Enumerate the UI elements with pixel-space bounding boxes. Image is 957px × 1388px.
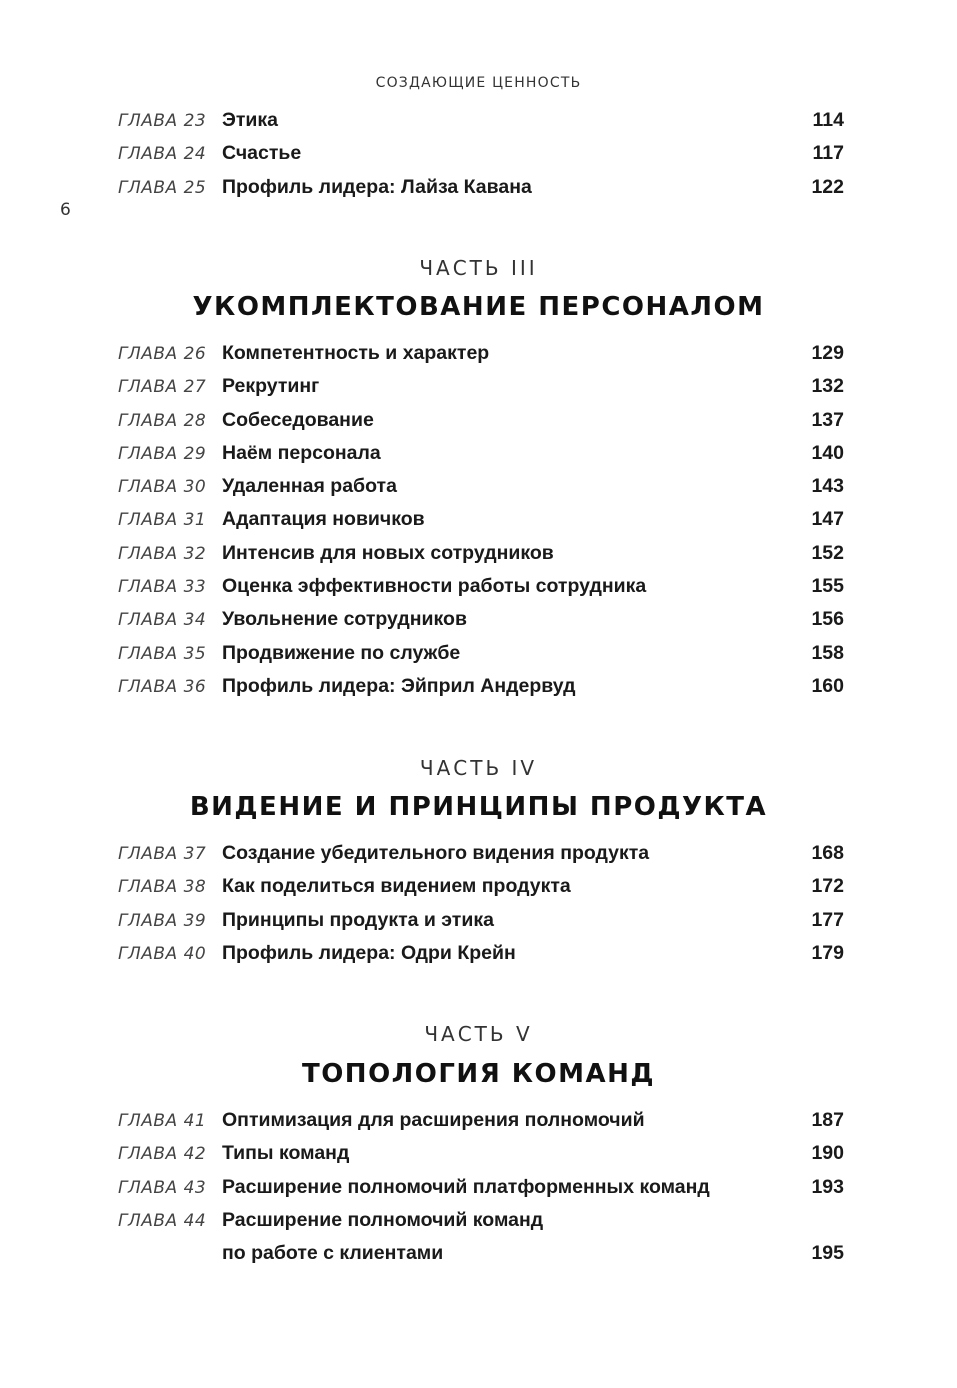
chapter-title: Счастье — [222, 142, 302, 165]
chapter-title: Типы команд — [222, 1142, 350, 1165]
chapter-title: Интенсив для новых сотрудников — [222, 541, 554, 564]
chapter-title: Оптимизация для расширения полномочий — [222, 1109, 645, 1131]
part-title: УКОМПЛЕКТОВАНИЕ ПЕРСОНАЛОМ — [192, 292, 765, 322]
part-title: ТОПОЛОГИЯ КОМАНД — [301, 1059, 656, 1089]
chapter-title: Профиль лидера: Эйприл Андервуд — [222, 674, 576, 697]
chapter-title: Как поделиться видением продукта — [222, 875, 571, 898]
chapter-number: ГЛАВА 25 — [118, 177, 207, 198]
toc-entry[interactable] — [0, 874, 957, 907]
chapter-page: 158 — [811, 641, 844, 664]
chapter-page: 117 — [812, 142, 844, 165]
toc-entry[interactable] — [0, 908, 957, 941]
chapter-number: ГЛАВА 42 — [118, 1144, 207, 1165]
chapter-title: Принципы продукта и этика — [222, 908, 494, 931]
chapter-number: ГЛАВА 26 — [118, 344, 207, 364]
chapter-title: Рекрутинг — [222, 375, 320, 398]
chapter-number: ГЛАВА 36 — [118, 676, 207, 697]
toc-part-3 — [0, 341, 957, 707]
chapter-page: 156 — [811, 608, 844, 631]
chapter-number: ГЛАВА 40 — [118, 943, 207, 964]
chapter-number: ГЛАВА 39 — [118, 910, 207, 931]
chapter-title: Продвижение по службе — [222, 641, 461, 664]
chapter-title: Компетентность и характер — [222, 342, 490, 364]
part-label: ЧАСТЬ V — [424, 1022, 533, 1046]
chapter-title: Этика — [222, 109, 279, 131]
chapter-title: Увольнение сотрудников — [222, 608, 467, 631]
toc-top-section — [0, 108, 957, 208]
toc-entry[interactable] — [0, 607, 957, 640]
chapter-page: 177 — [811, 908, 844, 931]
toc-entry-continuation[interactable] — [0, 1241, 957, 1274]
toc-entry[interactable] — [0, 441, 957, 474]
chapter-page: 155 — [811, 575, 844, 598]
chapter-number: ГЛАВА 32 — [118, 543, 207, 564]
chapter-number: ГЛАВА 44 — [118, 1210, 207, 1231]
toc-entry[interactable] — [0, 474, 957, 507]
toc-entry[interactable] — [0, 1108, 957, 1141]
chapter-title: Профиль лидера: Одри Крейн — [222, 941, 516, 964]
chapter-page: 195 — [811, 1242, 844, 1265]
chapter-page: 137 — [811, 408, 844, 431]
part-label: ЧАСТЬ III — [419, 256, 538, 280]
chapter-number: ГЛАВА 33 — [118, 577, 207, 598]
chapter-title: Собеседование — [222, 408, 374, 431]
chapter-title: Наём персонала — [222, 441, 381, 464]
chapter-number: ГЛАВА 27 — [118, 377, 207, 398]
chapter-number: ГЛАВА 43 — [118, 1177, 207, 1198]
toc-entry[interactable] — [0, 841, 957, 874]
chapter-page: 190 — [811, 1142, 844, 1165]
chapter-number: ГЛАВА 41 — [118, 1111, 207, 1131]
toc-entry[interactable] — [0, 341, 957, 374]
chapter-page: 187 — [811, 1109, 844, 1131]
chapter-page: 160 — [811, 674, 844, 697]
chapter-number: ГЛАВА 34 — [118, 610, 207, 631]
chapter-title-continuation: по работе с клиентами — [222, 1242, 444, 1265]
chapter-number: ГЛАВА 31 — [118, 510, 207, 531]
toc-entry[interactable] — [0, 141, 957, 174]
chapter-title: Создание убедительного видения продукта — [222, 842, 650, 864]
chapter-page: 140 — [811, 441, 844, 464]
toc-entry[interactable] — [0, 941, 957, 974]
chapter-number: ГЛАВА 28 — [118, 410, 207, 431]
chapter-title: Расширение полномочий платформенных команд — [222, 1175, 710, 1198]
toc-entry[interactable] — [0, 674, 957, 707]
chapter-page: 114 — [812, 109, 844, 131]
chapter-title: Расширение полномочий команд — [222, 1208, 544, 1231]
chapter-page: 143 — [811, 475, 844, 498]
chapter-page: 122 — [811, 175, 844, 198]
chapter-page: 193 — [811, 1175, 844, 1198]
toc-part-4 — [0, 841, 957, 974]
toc-entry[interactable] — [0, 541, 957, 574]
chapter-page: 152 — [811, 541, 844, 564]
chapter-number: ГЛАВА 24 — [118, 144, 207, 165]
chapter-page: 172 — [811, 875, 844, 898]
chapter-number: ГЛАВА 23 — [118, 111, 207, 131]
chapter-title: Удаленная работа — [222, 475, 397, 498]
toc-entry[interactable] — [0, 175, 957, 208]
chapter-title: Оценка эффективности работы сотрудника — [222, 575, 647, 598]
toc-entry[interactable] — [0, 507, 957, 540]
toc-entry[interactable] — [0, 408, 957, 441]
toc-entry[interactable] — [0, 1208, 957, 1241]
toc-part-5 — [0, 1108, 957, 1274]
chapter-page: 168 — [811, 842, 844, 864]
chapter-number: ГЛАВА 37 — [118, 844, 207, 864]
running-head: СОЗДАЮЩИЕ ЦЕННОСТЬ — [375, 75, 582, 91]
part-label: ЧАСТЬ IV — [419, 756, 538, 780]
chapter-page: 179 — [811, 941, 844, 964]
toc-entry[interactable] — [0, 1141, 957, 1174]
chapter-number: ГЛАВА 30 — [118, 477, 207, 498]
chapter-page: 129 — [811, 342, 844, 364]
toc-entry[interactable] — [0, 1175, 957, 1208]
chapter-number: ГЛАВА 29 — [118, 443, 207, 464]
part-title: ВИДЕНИЕ И ПРИНЦИПЫ ПРОДУКТА — [189, 792, 768, 822]
chapter-title: Профиль лидера: Лайза Кавана — [222, 175, 532, 198]
chapter-number: ГЛАВА 38 — [118, 877, 207, 898]
chapter-number: ГЛАВА 35 — [118, 643, 207, 664]
toc-entry[interactable] — [0, 574, 957, 607]
toc-entry[interactable] — [0, 374, 957, 407]
chapter-page: 147 — [811, 508, 844, 531]
page-number: 6 — [60, 200, 71, 220]
toc-entry[interactable] — [0, 108, 957, 141]
toc-entry[interactable] — [0, 641, 957, 674]
chapter-page: 132 — [811, 375, 844, 398]
chapter-title: Адаптация новичков — [222, 508, 425, 531]
